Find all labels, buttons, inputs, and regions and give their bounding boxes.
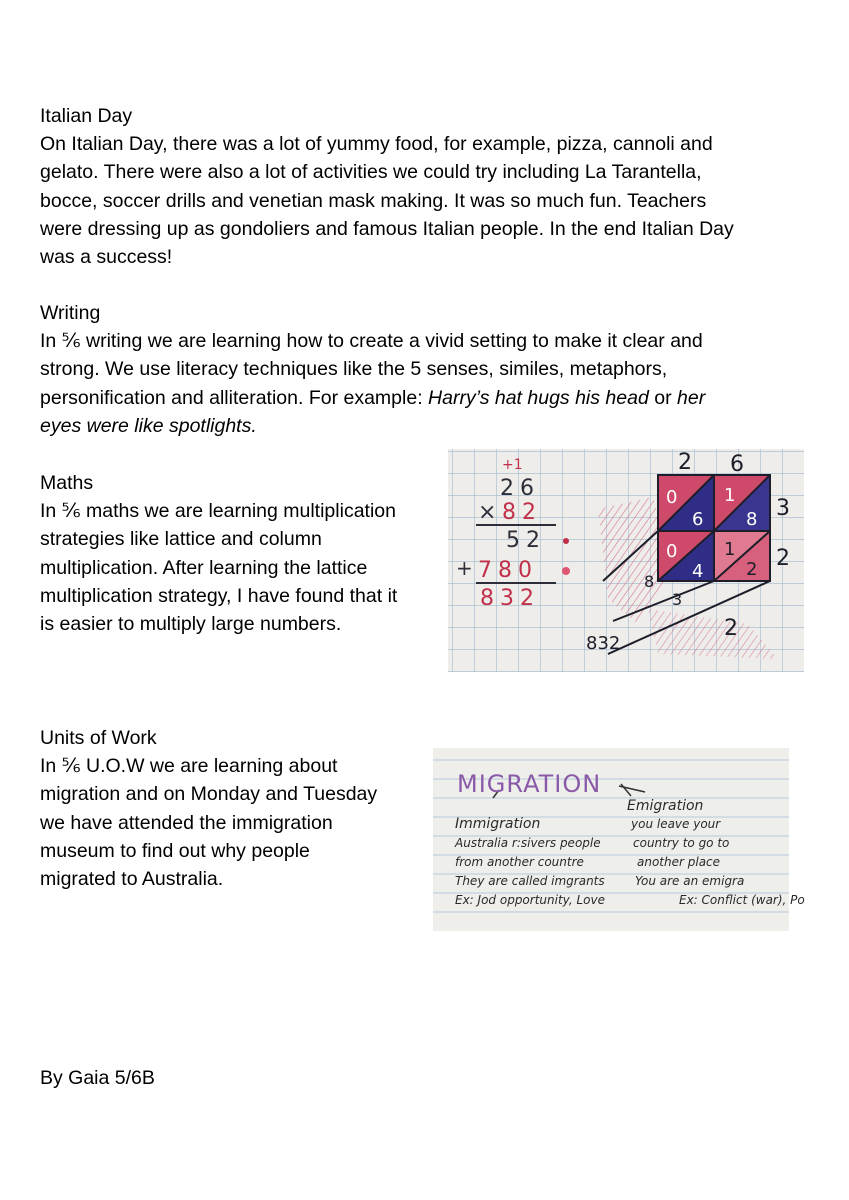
maths-lattice-drawing [448,449,804,672]
paragraph-line: museum to find out why people [40,839,310,862]
text-run: or [648,386,677,409]
section-heading: Maths [40,472,94,494]
paragraph-line: On Italian Day, there was a lot of yummy food, for example, pizza, cannoli and [40,133,713,156]
example-italic: her [677,386,706,409]
lattice-top-digit: 2 [678,450,692,475]
lattice-cell: 6 [692,509,704,530]
paragraph-line: was a success! [40,246,173,269]
notes-right-line: country to go to [633,836,730,850]
paragraph-line: migrated to Australia. [40,868,224,891]
section-maths [40,469,397,638]
plus-sign: + [456,556,473,580]
lattice-top-digit: 6 [730,452,744,477]
notes-title: MIGRATION [457,770,602,798]
byline-text: By Gaia 5/6B [40,1067,155,1089]
lattice-right-digit: 2 [776,546,790,571]
text-run: personification and alliteration. For example: [40,386,429,409]
lattice-cell: 2 [746,559,758,580]
lattice-answer: 832 [586,633,621,654]
example-italic-line: eyes were like spotlights. [40,414,257,437]
maths-lattice-photo [448,449,804,672]
lattice-cell: 1 [724,539,736,560]
paragraph-line: gelato. There were also a lot of activities we could try including La Tarantella, [40,161,702,184]
migration-notes-photo [433,748,805,931]
notes-left-line: They are called imgrants [455,874,605,888]
multiplicand: 26 [500,476,540,501]
section-units-of-work [40,724,377,893]
lattice-diagonal-sum: 8 [644,572,655,591]
author-byline [40,1064,155,1092]
paragraph-line: multiplication. After learning the lattice [40,556,368,579]
partial-product: 52 [506,528,546,553]
notes-left-line: Australia r:sivers people [455,836,601,850]
paragraph-line: In ⅚ maths we are learning multiplication [40,500,396,523]
paragraph-line: we have attended the immigration [40,811,333,834]
example-italic: Harry’s hat hugs his head [428,386,649,409]
paragraph-line: were dressing up as gondoliers and famous Italian people. In the end Italian Day [40,217,734,240]
paragraph-line: strong. We use literacy techniques like the 5 senses, similes, metaphors, [40,358,668,381]
paragraph-line: strategies like lattice and column [40,528,322,551]
paragraph-line: multiplication strategy, I have found that it [40,584,398,607]
notes-left-heading: Immigration [455,816,541,832]
lattice-cell: 8 [746,509,758,530]
paragraph-line: is easier to multiply large numbers. [40,613,342,636]
notes-right-line: another place [637,855,721,869]
section-heading: Units of Work [40,727,157,749]
notes-right-line: Ex: Conflict (war), Po [679,893,805,907]
paragraph-line [40,384,705,412]
migration-notes-drawing [433,748,805,931]
lattice-diagonal-sum: 2 [724,616,738,641]
lattice-cell: 0 [666,487,678,508]
multiplier: 82 [502,500,542,525]
lattice-cell: 0 [666,541,678,562]
section-heading: Writing [40,302,101,324]
notes-right-heading: Emigration [627,798,704,814]
times-sign: × [478,500,497,525]
paragraph-line: In ⅚ writing we are learning how to create a vivid setting to make it clear and [40,330,703,353]
paragraph-line: migration and on Monday and Tuesday [40,783,378,806]
paragraph-line: In ⅚ U.O.W we are learning about [40,755,338,778]
paragraph-line: bocce, soccer drills and venetian mask making. It was so much fun. Teachers [40,189,707,212]
notes-right-line: you leave your [631,817,721,831]
section-writing [40,299,705,440]
lattice-right-digit: 3 [776,496,790,521]
carry-digit: +1 [502,457,523,473]
partial-product: 780 [478,558,538,583]
lattice-diagonal-sum: 3 [672,590,683,609]
notes-left-line: from another countre [455,855,584,869]
notes-right-line: You are an emigra [635,874,745,888]
section-italian-day [40,102,734,271]
lattice-cell: 4 [692,561,704,582]
column-result: 832 [480,586,540,611]
notes-left-line: Ex: Jod opportunity, Love [455,893,605,907]
section-heading: Italian Day [40,105,133,127]
lattice-cell: 1 [724,485,736,506]
